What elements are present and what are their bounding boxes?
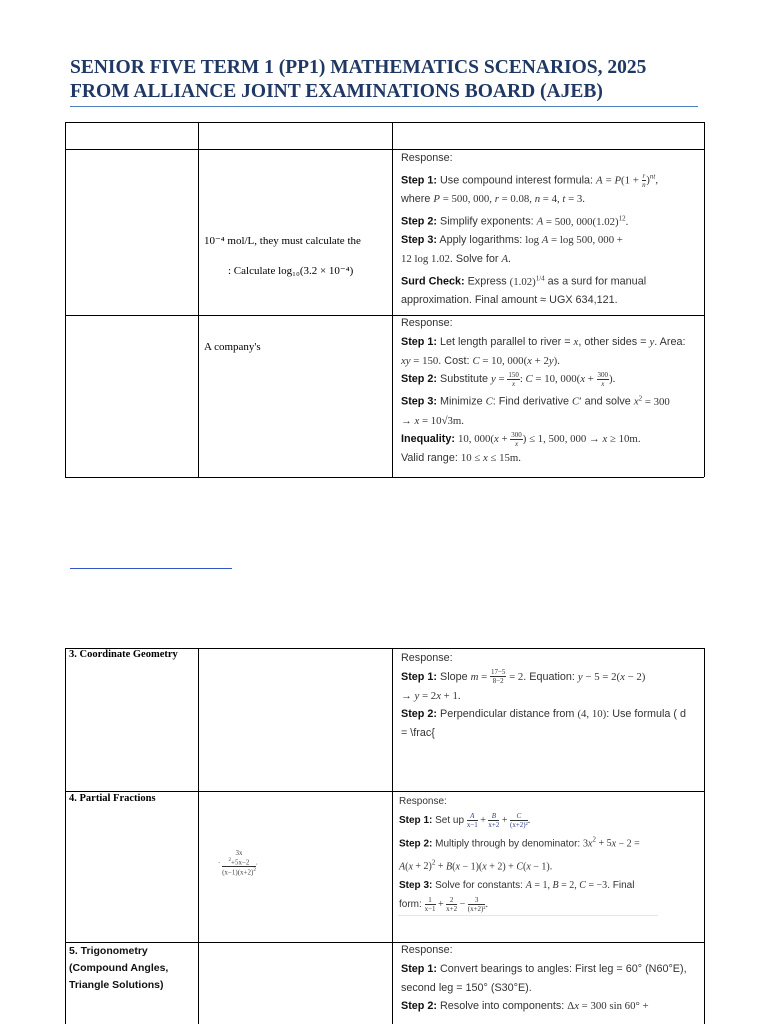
topic-label: 5. Trigonometry (Compound Angles, Triangle Solutions) [69,945,169,991]
response-step: where P = 500, 000, r = 0.08, n = 4, t = 3. [401,193,585,206]
response-step: Valid range: 10 ≤ x ≤ 15m. [401,452,521,465]
table1-top-border [65,122,704,123]
table1-col-border [704,122,705,477]
response-label: Response: [401,317,453,329]
faint-divider [398,915,658,916]
response-step: → x = 10√3m. [401,414,465,427]
response-step: Step 1: Set up $\frac{A}{x-1}$ + $\frac{B}{x+2}$ + $\frac{C}{\text{(x+2)²}}$ . [399,811,531,829]
response-step: Step 3: Solve for constants: A = 1, B = 2, C = −3. Final [399,879,635,891]
table1-col-border [65,122,66,477]
response-step: Step 1: Use compound interest formula: A = P(1 + $\frac{r}{n}$ )$^{nt}$, [401,172,659,190]
table2-col-border [198,648,199,1024]
response-block [401,649,701,743]
title-line-2: FROM ALLIANCE JOINT EXAMINATIONS BOARD (AJEB) [70,81,603,102]
response-label: Response: [401,944,453,956]
response-step: 12 log 1.02. Solve for A. [401,253,511,266]
response-step: Surd Check: Express $(1.02)^{1/4}$ as a surd for manual [401,273,647,288]
response-block [401,941,701,1016]
table2-col-border [392,648,393,1024]
response-step: Step 2: Substitute y = $\frac{150}{x}$ : C = 10, 000(x + $\frac{300}{x}$ ). [401,371,616,389]
response-block [399,793,699,915]
response-step: Step 1: Convert bearings to angles: First leg = 60° (N60°E), [401,962,687,975]
response-step: Step 1: Let length parallel to river = x, other sides = y. Area: [401,335,686,348]
response-step: Step 1: Slope m = $\frac{17-5}{8-2}$ = 2. Equation: y − 5 = 2(x − 2) [401,668,646,686]
scenario-text: : Calculate log₁₀(3.2 × 10⁻⁴) [228,265,354,277]
response-step: $A(x + 2)^2 + B(x - 1)(x + 2) + C(x - 1)$. [399,858,553,873]
hyperlink-underline[interactable] [70,568,232,569]
response-step: Step 2: Resolve into components: Δx = 300 sin 60° + [401,1000,649,1013]
table1-bottom-border [65,477,704,478]
response-step: Step 2: Perpendicular distance from (4, 10): Use formula ( d [401,708,687,721]
response-step: form: $\frac{1}{x-1}$ + $\frac{2}{x+2}$ − $\frac{3}{\text{(x+2)²}}$ . [399,895,488,913]
response-step: Inequality: 10, 000(x + $\frac{300}{x}$ ) ≤ 1, 500, 000 → x ≥ 10m. [401,431,641,449]
title-underline [70,106,698,107]
response-step: = \frac{ [401,727,435,740]
expression: · 3x $^2$+5x−2 $(x-1)(x+2)^2$ . [218,849,258,877]
table1-col-border [392,122,393,477]
response-label: Response: [401,152,453,164]
response-step: Step 3: Apply logarithms: log A = log 500, 000 + [401,234,623,247]
table2-row-divider [65,791,704,792]
topic-label: 4. Partial Fractions [69,793,156,804]
scenario-text: A company's [204,341,261,353]
response-step: Step 3: Minimize C: Find derivative C′ and solve $x^2 = 300$ [401,394,670,408]
response-step: approximation. Final amount ≈ UGX 634,121. [401,294,618,307]
response-step: Step 2: Simplify exponents: A = 500, $000(1.02)^{12}$. [401,213,629,228]
response-step: xy = 150. Cost: C = 10, 000(x + 2y). [401,354,560,367]
document-title [70,56,710,104]
table2-edge-tick [698,791,704,792]
scenario-text: 10⁻⁴ mol/L, they must calculate the [204,235,361,247]
response-step: Step 2: Multiply through by denominator: $3x^2 + 5x - 2$ = [399,835,640,850]
table1-col-border [198,122,199,477]
response-step: → y = 2x + 1. [401,689,461,702]
title-line-1: SENIOR FIVE TERM 1 (PP1) MATHEMATICS SCENARIOS, 2025 [70,57,647,78]
response-step: second leg = 150° (S30°E). [401,981,532,994]
topic-label: 3. Coordinate Geometry [69,649,178,660]
response-block [401,314,701,468]
response-label: Response: [399,796,447,807]
table2-col-border [704,648,705,1024]
table2-col-border [65,648,66,1024]
response-block [401,149,701,310]
response-label: Response: [401,652,453,664]
